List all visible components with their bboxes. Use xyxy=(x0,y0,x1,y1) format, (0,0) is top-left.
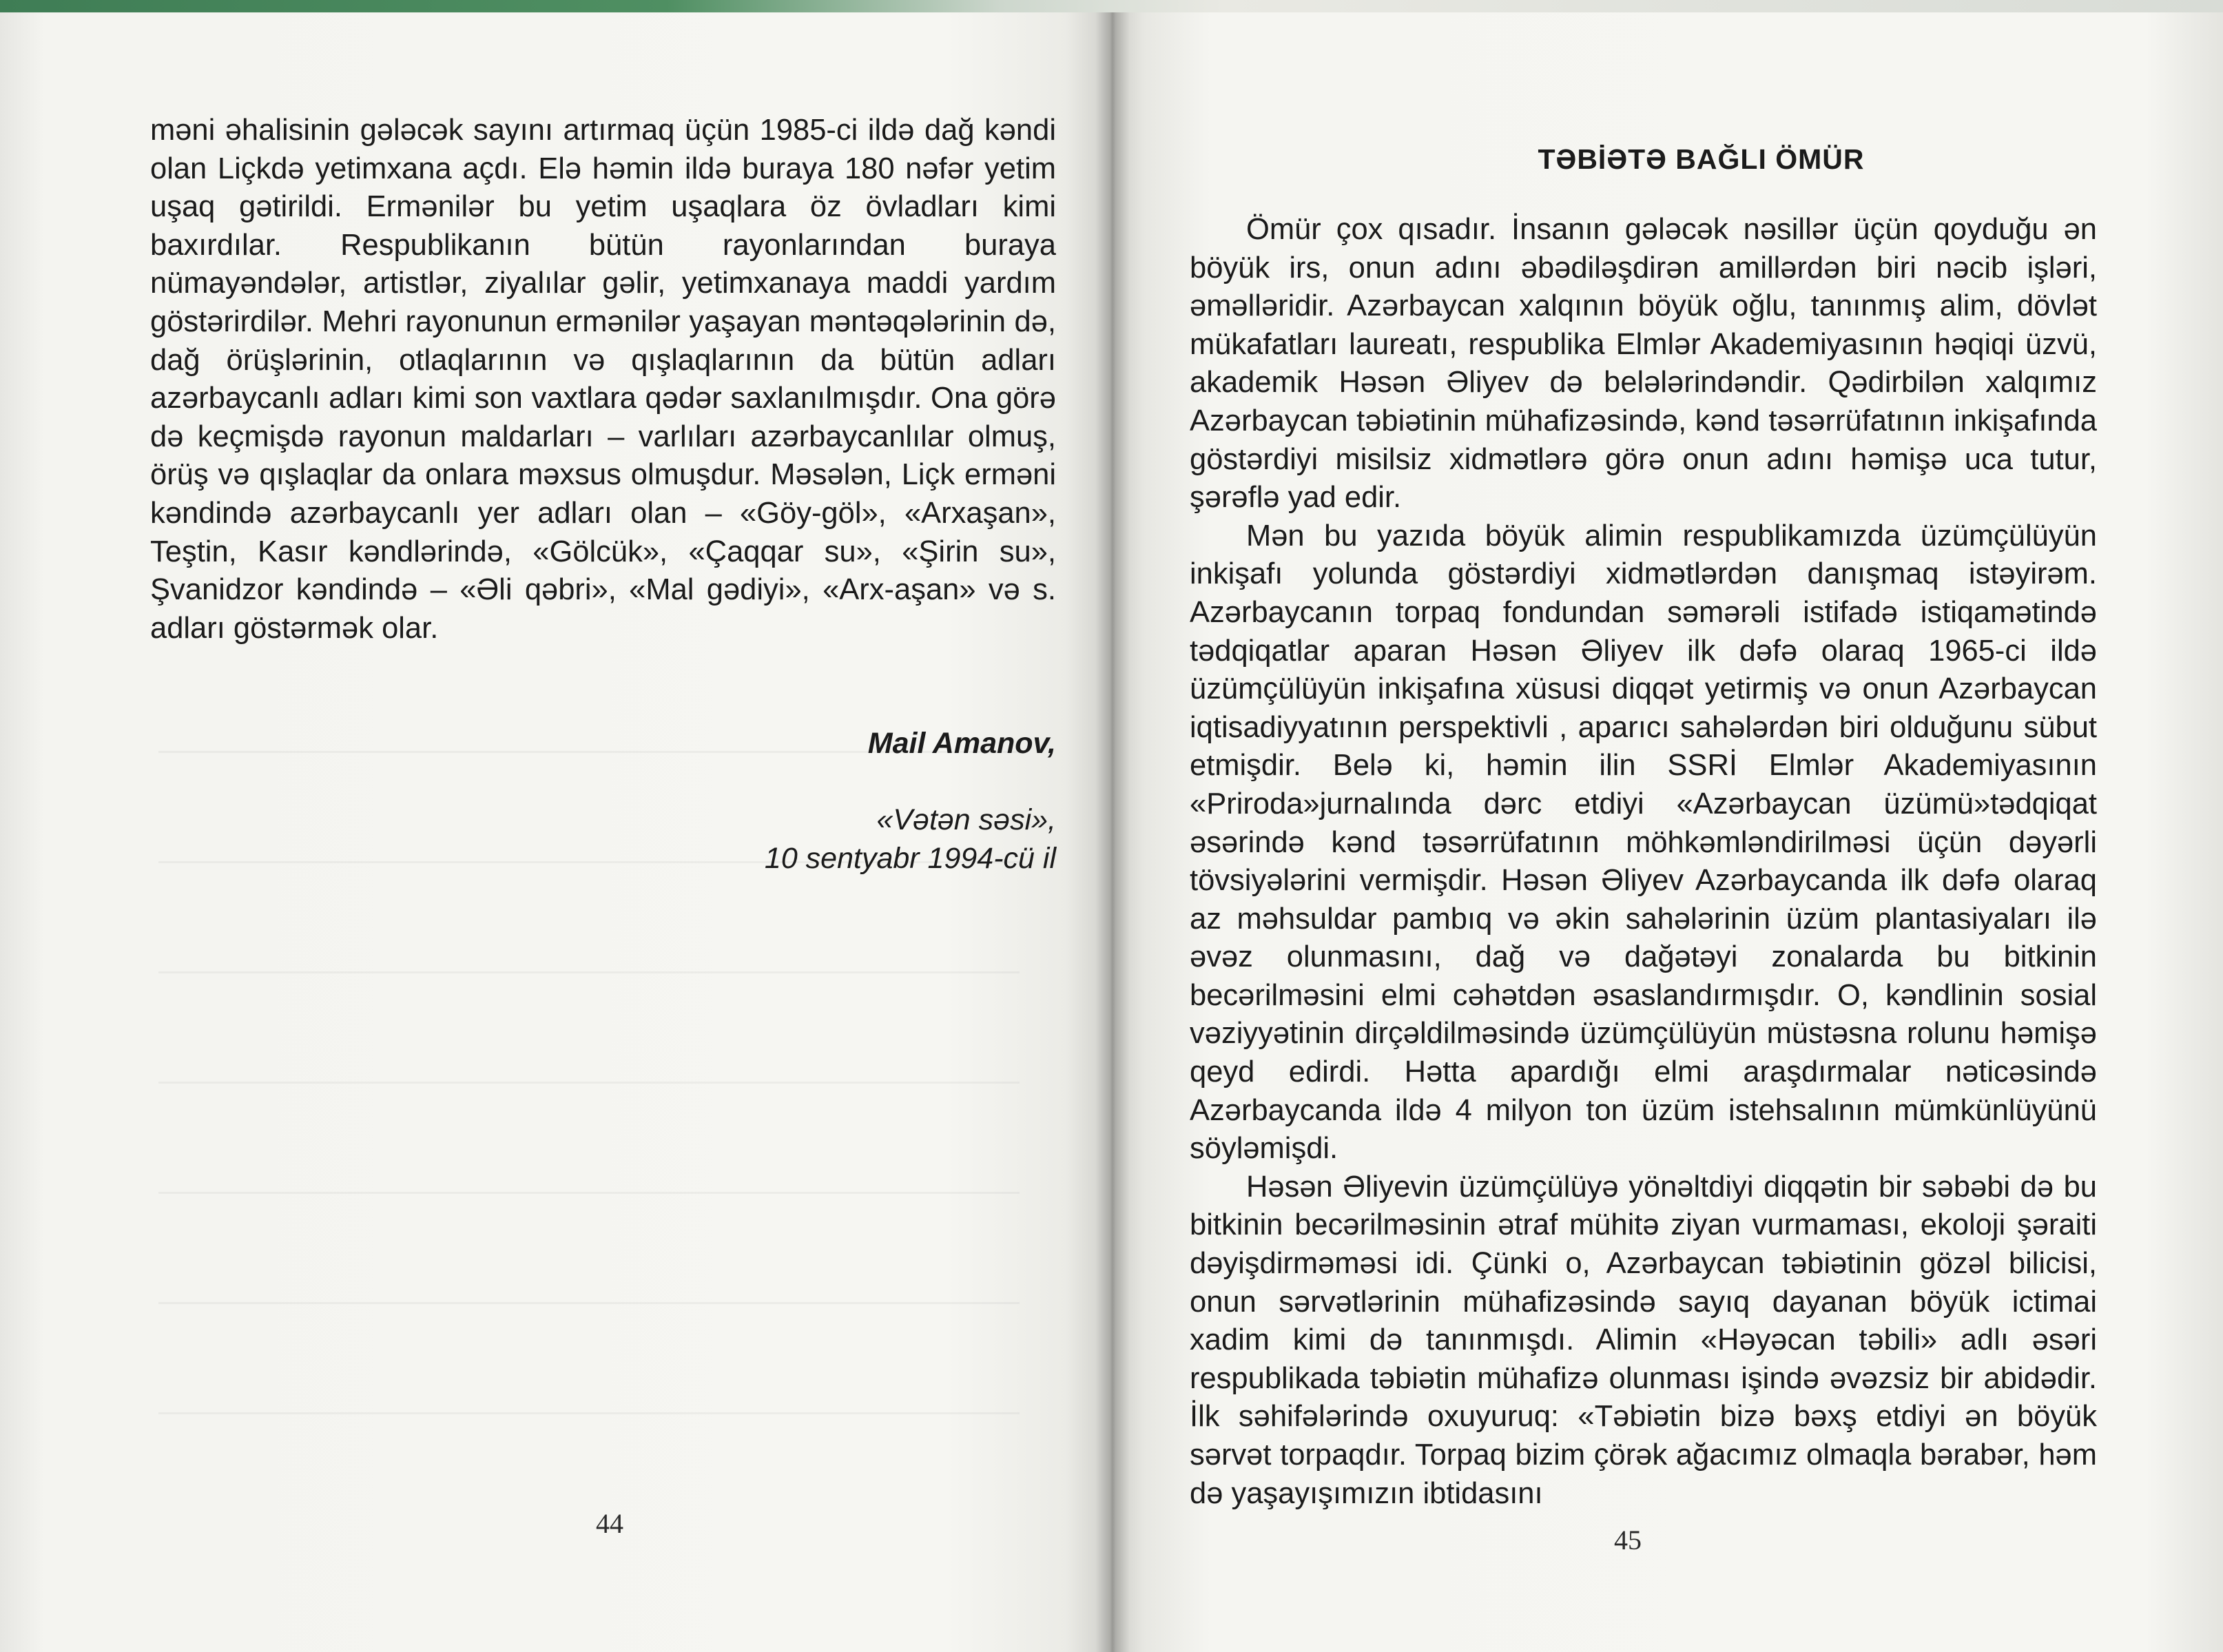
signature-author: Mail Amanov, xyxy=(867,727,1056,760)
page-number-right: 45 xyxy=(1614,1525,1642,1556)
article-signature xyxy=(150,727,1056,885)
bleed-through-line xyxy=(158,1412,1020,1414)
right-paragraph: Mən bu yazıda böyük alimin respublikamızda üzümçülüyün inkişafı yolunda göstərdiyi xidmətlərdən danışmaq istəyirəm. Azərbaycanın torpaq fondundan səmərəli istifadə istiqamətində tədqiqatlar aparan Həsən Əliyev ilk dəfə olaraq 1965-ci ildə üzümçülüyün inkişafına xüsusi diqqət yetirmiş və onun Azərbaycan iqtisadiyyatının perspektivli , aparıcı sahələrdən biri olduğunu sübut etmişdir. Belə ki, həmin ilin SSRİ Elmlər Akademiyasının «Priroda»jurnalında dərc etdiyi «Azərbaycan üzümü»tədqiqat əsərində kənd təsərrüfatının möhkəmləndirilməsi üçün dəyərli tövsiyələrini vermişdir. Həsən Əliyev Azərbaycanda ilk dəfə olaraq az məhsuldar pambıq və əkin sahələrinin üzüm plantasiyaları ilə əvəz olunmasını, dağ və dağətəyi zonalarda bu bitkinin becərilməsini elmi cəhətdən əsaslandırmışdır. O, kəndlinin sosial vəziyyətinin dirçəldilməsində üzümçülüyün müstəsna rolunu həmişə qeyd edirdi. Hətta apardığı elmi araşdırmalar nəticəsində Azərbaycanda ildə 4 milyon ton üzüm istehsalının mümkünlüyünü söyləmişdi. xyxy=(1190,519,2097,1166)
chapter-heading: TƏBİƏTƏ BAĞLI ÖMÜR xyxy=(1538,143,1865,175)
bleed-through-line xyxy=(158,971,1020,973)
right-paragraph: Ömür çox qısadır. İnsanın gələcək nəsillər üçün qoyduğu ən böyük irs, onun adını əbədiləşdirən amillərdən biri nəcib işləri, əməlləridir. Azərbaycan xalqının böyük oğlu, tanınmış alim, dövlət mükafatları laureatı, respublika Elmlər Akademiyasının həqiqi üzvü, akademik Həsən Əliyev də belələrindəndir. Qədirbilən xalqımız Azərbaycan təbiətinin mühafizəsində, kənd təsərrüfatının inkişafında göstərdiyi misilsiz xidmətlərə görə onun adını həmişə uca tutur, şərəflə yad edir. xyxy=(1190,213,2097,515)
right-paragraph: Həsən Əliyevin üzümçülüyə yönəltdiyi diqqətin bir səbəbi də bu bitkinin becərilməsinin ətraf mühitə ziyan vurmaması, ekoloji şəraiti dəyişdirməməsi idi. Çünki o, Azərbaycan təbiətinin gözəl bilicisi, onun sərvətlərinin mühafizəsində sayıq dayanan böyük ictimai xadim kimi də tanınmışdı. Alimin «Həyəcan təbili» adlı əsəri respublikada təbiətin mühafizə olunması işində əvəzsiz bir abidədir. İlk səhifələrində oxuyuruq: «Təbiətin bizə bəxş etdiyi ən böyük sərvət torpaqdır. Torpaq bizim çörək ağacımız olmaqla bərabər, həm də yaşayışımızın ibtidasını xyxy=(1190,1170,2097,1510)
right-page-body xyxy=(1190,211,2097,1513)
left-page-body xyxy=(150,112,1056,648)
left-paragraph: məni əhalisinin gələcək sayını artırmaq üçün 1985-ci ildə dağ kəndi olan Liçkdə yetimxana açdı. Elə həmin ildə buraya 180 nəfər yetim uşaq gətirildi. Ermənilər bu yetim uşaqlara öz övladları kimi baxırdılar. Respublikanın bütün rayonlarından buraya nümayəndələr, artistlər, ziyalılar gəlir, yetimxanaya maddi yardım göstərirdilər. Mehri rayonunun ermənilər yaşayan məntəqələrinin də, dağ örüşlərinin, otlaqlarının və qışlaqlarının da bütün adları azərbaycanlı adları kimi son vaxtlara qədər saxlanılmışdır. Ona görə də keçmişdə rayonun maldarları – varlıları azərbaycanlılar olmuş, örüş və qışlaqlar da onlara məxsus olmuşdur. Məsələn, Liçk erməni kəndində azərbaycanlı yer adları olan – «Göy-göl», «Arxaşan», Teştin, Kasır kəndlərində, «Gölcük», «Çaqqar su», «Şirin su», Şvanidzor kəndində – «Əli qəbri», «Mal gədiyi», «Arx-aşan» və s. adları göstərmək olar. xyxy=(150,114,1056,645)
signature-source: «Vətən səsi», xyxy=(876,803,1056,836)
book-gutter-shadow xyxy=(1095,12,1130,1652)
bleed-through-line xyxy=(158,1192,1020,1194)
bleed-through-line xyxy=(158,1082,1020,1084)
page-number-left: 44 xyxy=(596,1508,623,1539)
cover-edge-strip xyxy=(0,0,2223,12)
signature-date: 10 sentyabr 1994-cü il xyxy=(764,842,1056,875)
bleed-through-line xyxy=(158,1302,1020,1304)
